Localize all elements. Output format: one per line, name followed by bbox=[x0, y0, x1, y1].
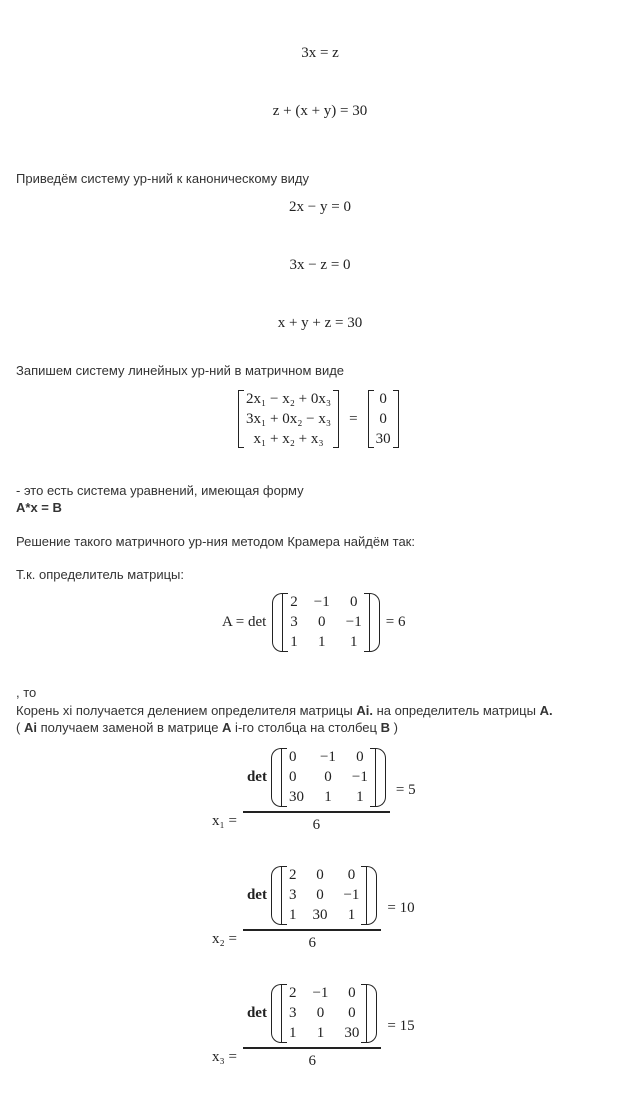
solution-matrix-cell: 3 bbox=[288, 887, 297, 903]
solution-result: = 5 bbox=[395, 782, 416, 799]
det-A-cell: −1 bbox=[345, 614, 362, 630]
det-A-result: = 6 bbox=[385, 614, 406, 630]
text-det-intro: Т.к. определитель матрицы: bbox=[16, 567, 185, 582]
solution-matrix-cell: 2 bbox=[288, 867, 297, 883]
text-to: , то bbox=[16, 685, 37, 700]
equation-sum-30: z + (x + y) = 30 bbox=[272, 103, 368, 119]
solution-result: = 15 bbox=[387, 1018, 415, 1035]
solution-matrix-cell: 0 bbox=[356, 749, 364, 765]
det-A-cell: 2 bbox=[290, 594, 298, 610]
text-root-line: Корень xi получается делением определителя матрицы Ai. на определитель матрицы A. bbox=[16, 703, 553, 718]
det-A-matrix bbox=[290, 593, 361, 652]
solution-matrix-cell: 1 bbox=[356, 789, 364, 805]
solution-matrix-cell: 0 bbox=[324, 769, 332, 785]
text-matrix-form: Запишем систему линейных ур-ний в матричном виде bbox=[16, 363, 345, 378]
solution-matrix-cell: 0 bbox=[348, 1005, 356, 1021]
text-axb: A*x = B bbox=[16, 500, 62, 515]
solution-matrix-cell: 0 bbox=[316, 887, 324, 903]
rhs-row: 0 bbox=[379, 411, 387, 427]
det-A-cell: 1 bbox=[350, 634, 358, 650]
solution-matrix-cell: 1 bbox=[288, 1025, 297, 1041]
solution-matrix-cell: −1 bbox=[343, 887, 360, 903]
solution-x3 bbox=[212, 984, 415, 1070]
rhs-bracket bbox=[368, 390, 399, 448]
det-A-cell: 1 bbox=[318, 634, 326, 650]
solution-matrix bbox=[289, 748, 368, 807]
det-paren bbox=[271, 984, 377, 1043]
solution-variable: x₃ = bbox=[212, 1048, 237, 1065]
solution-matrix-cell: 3 bbox=[288, 1005, 297, 1021]
solution-fraction bbox=[243, 984, 381, 1070]
solution-matrix-cell: 1 bbox=[288, 907, 297, 923]
solution-matrix-cell: 0 bbox=[288, 769, 297, 785]
rhs-row: 0 bbox=[379, 391, 387, 407]
solution-x1 bbox=[212, 748, 416, 834]
solution-matrix-cell: −1 bbox=[319, 749, 336, 765]
solution-result: = 10 bbox=[387, 900, 415, 917]
solution-variable: x₁ = bbox=[212, 812, 237, 829]
canonical-eq-1: 2x − y = 0 bbox=[289, 199, 351, 215]
solution-matrix bbox=[289, 984, 359, 1043]
solution-matrix-cell: 0 bbox=[288, 749, 297, 765]
solution-matrix-cell: 0 bbox=[348, 985, 356, 1001]
canonical-eq-2: 3x − z = 0 bbox=[289, 257, 351, 273]
equation-3x-z: 3x = z bbox=[301, 45, 339, 61]
det-label: det bbox=[246, 1005, 267, 1021]
text-replacement-note: ( Ai получаем заменой в матрице A i-го столбца на столбец B ) bbox=[16, 720, 398, 735]
fraction-numerator bbox=[243, 984, 381, 1047]
solution-matrix-cell: −1 bbox=[312, 985, 329, 1001]
solution-fraction bbox=[243, 866, 381, 952]
fraction-denominator: 6 bbox=[308, 934, 316, 951]
solution-matrix-cell: 2 bbox=[288, 985, 297, 1001]
solution-matrix bbox=[289, 866, 359, 925]
text-system-form: - это есть система уравнений, имеющая форму bbox=[16, 483, 304, 498]
det-label: det bbox=[246, 887, 267, 903]
det-A-cell: 0 bbox=[350, 594, 358, 610]
det-A-paren bbox=[272, 593, 379, 652]
fraction-denominator: 6 bbox=[312, 816, 321, 833]
text-cramer: Решение такого матричного ур-ния методом Крамера найдём так: bbox=[16, 534, 415, 549]
lhs-bracket bbox=[238, 390, 339, 448]
det-A-cell: −1 bbox=[313, 594, 330, 610]
lhs-row: 2x₁ − x₂ + 0x₃ bbox=[246, 391, 332, 407]
det-A-cell: 3 bbox=[290, 614, 298, 630]
solution-matrix-cell: 30 bbox=[344, 1025, 360, 1041]
canonical-eq-3: x + y + z = 30 bbox=[277, 315, 363, 331]
solution-matrix-cell: −1 bbox=[351, 769, 368, 785]
solution-x2 bbox=[212, 866, 415, 952]
solution-matrix-cell: 30 bbox=[312, 907, 328, 923]
solution-variable: x₂ = bbox=[212, 930, 237, 947]
fraction-numerator bbox=[243, 748, 390, 811]
lhs-row: 3x₁ + 0x₂ − x₃ bbox=[246, 411, 332, 427]
det-paren bbox=[271, 748, 386, 807]
det-paren bbox=[271, 866, 377, 925]
fraction-numerator bbox=[243, 866, 381, 929]
equals-sign: = bbox=[349, 410, 358, 427]
det-label: det bbox=[246, 769, 267, 785]
rhs-row: 30 bbox=[375, 431, 391, 447]
solution-matrix-cell: 1 bbox=[324, 789, 332, 805]
solution-matrix-cell: 1 bbox=[316, 1025, 325, 1041]
solution-matrix-cell: 30 bbox=[288, 789, 304, 805]
solution-fraction bbox=[243, 748, 390, 834]
solution-matrix-cell: 0 bbox=[347, 867, 356, 883]
solution-matrix-cell: 0 bbox=[316, 1005, 325, 1021]
fraction-denominator: 6 bbox=[308, 1052, 316, 1069]
solution-matrix-cell: 1 bbox=[347, 907, 356, 923]
det-A-block bbox=[222, 593, 405, 652]
det-A-cell: 1 bbox=[290, 634, 298, 650]
det-A-label: A = det bbox=[222, 614, 267, 630]
solution-matrix-cell: 0 bbox=[316, 867, 324, 883]
det-A-cell: 0 bbox=[318, 614, 326, 630]
lhs-row: x₁ + x₂ + x₃ bbox=[253, 431, 324, 447]
matrix-equation bbox=[238, 390, 399, 448]
text-canonical: Приведём систему ур-ний к каноническому виду bbox=[16, 171, 309, 186]
